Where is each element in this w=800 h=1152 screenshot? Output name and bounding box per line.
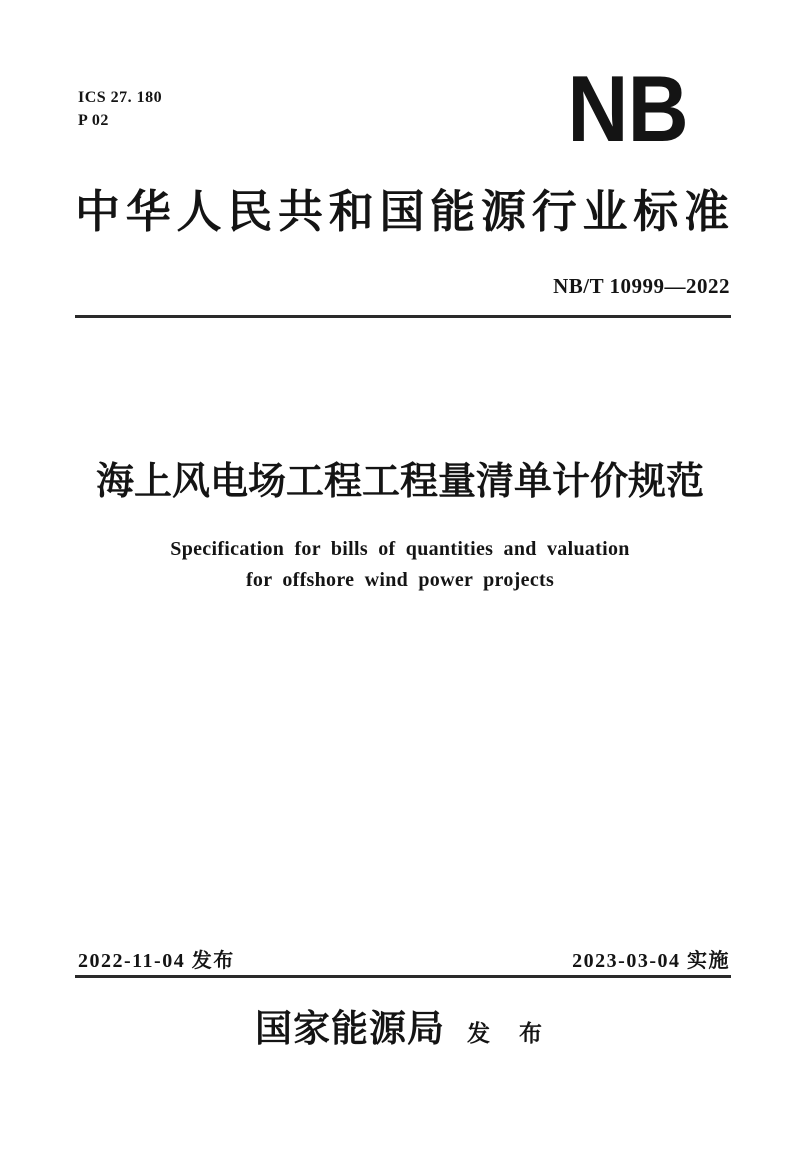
ics-code: ICS 27. 180 [78,89,163,106]
top-rule [75,315,731,318]
document-title-en [0,534,800,596]
publisher-name: 国家能源局 [255,1009,445,1050]
issue-date: 2022-11-04 发布 [78,950,235,972]
implementation-date: 2023-03-04 实施 [572,950,730,972]
standard-category-title: 中华人民共和国能源行业标准 [75,187,731,237]
publisher-row [0,998,800,1052]
dates-row [78,944,730,973]
publish-action-label: 发 布 [467,1021,545,1046]
nb-logo: NB [567,56,688,161]
document-title-en-line1: Specification for bills of quantities and valuation [170,538,630,560]
ics-block [78,86,162,132]
document-title-en-line2: for offshore wind power projects [245,569,555,591]
bottom-rule [75,975,731,978]
standard-number: NB/T 10999—2022 [553,274,730,298]
document-title-zh: 海上风电场工程工程量清单计价规范 [95,461,704,503]
classification-code: P 02 [78,112,109,129]
